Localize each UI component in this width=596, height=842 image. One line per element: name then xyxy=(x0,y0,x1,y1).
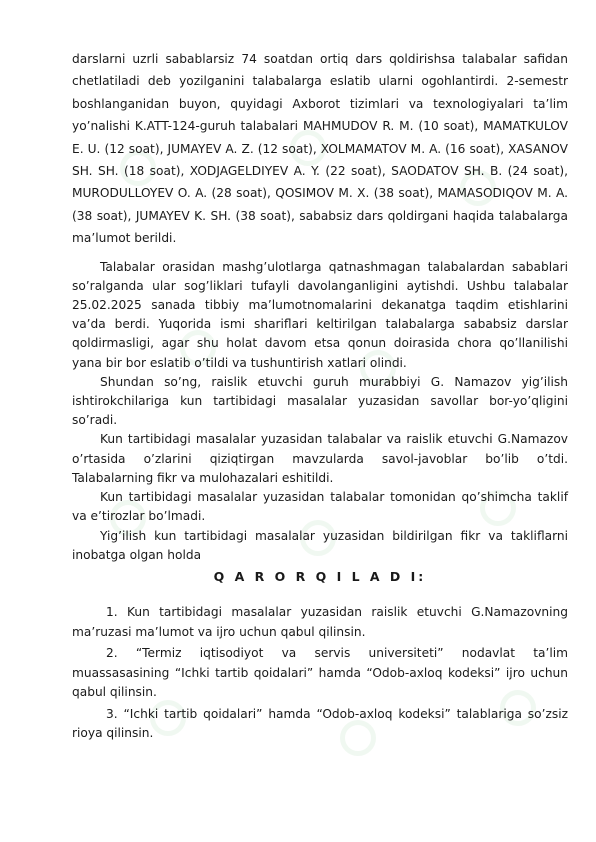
decision-item: 2. “Termiz iqtisodiyot va servis universiteti” nodavlat ta’lim muassasasining “Ichki tartib qoidalari” hamda “Odob-axloq kodeksi” ijro uchun qabul qilinsin. xyxy=(72,646,568,700)
paragraph-student-reasons: Talabalar orasidan mashg’ulotlarga qatnashmagan talabalardan sabablari so’ralganda ular sog’liklari tufayli davolanganligini aytishdi. Ushbu talabalar 25.02.2025 sanada tibbiy ma’lumotnomalarini dekanatga taqdim etishlarini va’da berdi. Yuqorida ismi shariflari keltirilgan talabalarga sababsiz darslar qoldirmasligi, agar shu holat davom etsa qonun doirasida chora qo’llanilishi yana bir bor eslatib o’tildi va tushuntirish xatlari olindi. xyxy=(72,259,568,370)
paragraph-no-objections: Kun tartibidagi masalalar yuzasidan talabalar tomonidan qo’shimcha taklif va e’tirozlar bo’lmadi. xyxy=(72,490,568,524)
decision-title: Q A R O R Q I L A D I: xyxy=(213,568,427,584)
decision-item: 3. “Ichki tartib qoidalari” hamda “Odob-axloq kodeksi” talablariga so’zsiz rioya qilinsin. xyxy=(72,706,568,741)
decision-item: 1. Kun tartibidagi masalalar yuzasidan raislik etuvchi G.Namazovning ma’ruzasi ma’lumot va ijro uchun qabul qilinsin. xyxy=(72,604,568,639)
paragraph-meeting-conclusion: Yig’ilish kun tartibidagi masalalar yuzasidan bildirilgan fikr va takliflarni inobatga olgan holda xyxy=(72,528,568,562)
document-body xyxy=(72,48,568,744)
paragraph-attendance-warning: darslarni uzrli sabablarsiz 74 soatdan ortiq dars qoldirishsa talabalar safidan chetlatiladi deb yozilganini talabalarga eslatib ularni ogohlantirdi. 2-semestr boshlanganidan buyon, quyidagi Axborot tizimlari va texnologiyalari ta’lim yo’nalishi K.ATT-124-guruh talabalari MAHMUDOV R. M. (10 soat), MAMATKULOV E. U. (12 soat), JUMAYEV A. Z. (12 soat), XOLMAMATOV M. A. (16 soat), XASANOV SH. SH. (18 soat), XODJAGELDIYEV A. Y. (22 soat), SAODATOV SH. B. (24 soat), MURODULLOYEV O. A. (28 soat), QOSIMOV M. X. (38 soat), MAMASODIQOV M. A. (38 soat), JUMAYEV K. SH. (38 soat), sababsiz dars qoldirgani haqida talabalarga ma’lumot berildi. xyxy=(72,52,568,246)
paragraph-discussion: Kun tartibidagi masalalar yuzasidan talabalar va raislik etuvchi G.Namazov o’rtasida o’zlarini qiziqtirgan mavzularda savol-javoblar bo’lib o’tdi. Talabalarning fikr va mulohazalari eshitildi. xyxy=(72,432,568,485)
paragraph-questions: Shundan so’ng, raislik etuvchi guruh murabbiyi G. Namazov yig’ilish ishtirokchilariga kun tartibidagi masalalar yuzasidan savollar bor-yo’qligini so’radi. xyxy=(72,374,568,428)
